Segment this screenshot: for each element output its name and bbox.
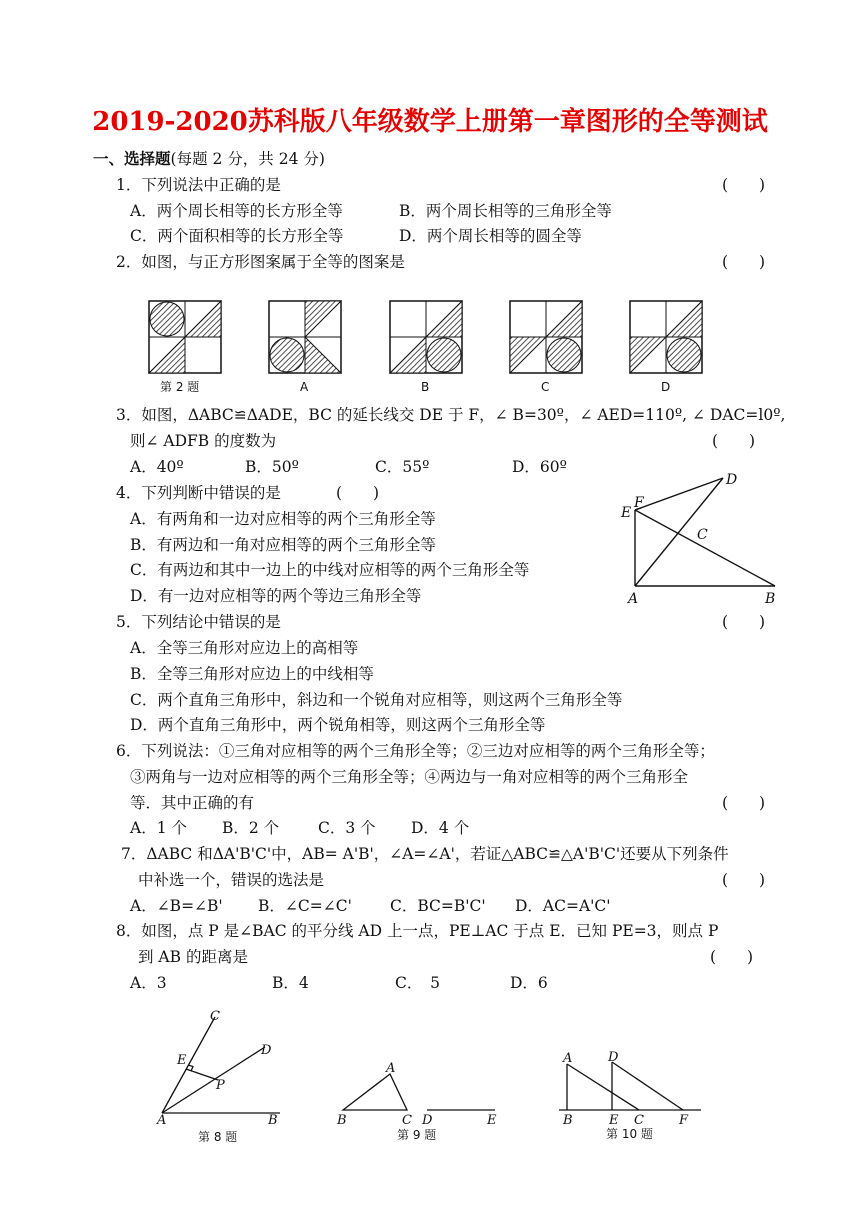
fig8-label-e: E (177, 1053, 187, 1068)
q3-label-e: E (621, 505, 632, 521)
q3-stem: 3．如图，ΔABC≌ΔADE，BC 的延长线交 DE 于 F，∠ B=30º，∠ AED=110º, ∠ DAC=l0º, (116, 406, 786, 424)
q7-option-d: D．AC=A'C' (515, 897, 611, 915)
q7-option-c: C．BC=B'C' (390, 897, 486, 915)
q5-answer-blank: ( ) (722, 613, 766, 631)
q8-option-d: D．6 (510, 974, 548, 992)
fig9-label-d: D (422, 1113, 433, 1128)
q2-label-a: A (300, 380, 309, 394)
q1-option-c: C．两个面积相等的长方形全等 (130, 227, 344, 245)
q3-option-b: B．50º (245, 458, 299, 476)
q3-label-d: D (726, 472, 738, 488)
q7-option-b: B．∠C=∠C' (258, 897, 352, 915)
fig8-label-a: A (157, 1113, 167, 1128)
q8-answer-blank: ( ) (710, 948, 754, 966)
q1-option-a: A．两个周长相等的长方形全等 (130, 202, 343, 220)
q2-pattern-c (509, 300, 583, 374)
fig10-label-c: C (634, 1113, 644, 1128)
section-title: 一、选择题 (93, 149, 171, 168)
q6-option-d: D．4 个 (411, 819, 470, 837)
fig8-label-b: B (268, 1113, 278, 1128)
q1-answer-blank: ( ) (722, 176, 766, 194)
fig8-caption: 第 8 题 (198, 1130, 238, 1144)
q3-option-c: C．55º (375, 458, 430, 476)
q6-answer-blank: ( ) (722, 794, 766, 812)
q6-option-a: A．1 个 (130, 819, 187, 837)
q3-label-a: A (628, 591, 639, 607)
q2-pattern-b (389, 300, 463, 374)
q2-stem: 2．如图，与正方形图案属于全等的图案是 (116, 253, 405, 271)
section-heading (93, 149, 325, 169)
q3-option-a: A．40º (130, 458, 184, 476)
q1-option-d: D．两个周长相等的圆全等 (399, 227, 582, 245)
fig9-label-c: C (402, 1113, 412, 1128)
q7-answer-blank: ( ) (722, 871, 766, 889)
q3-label-c: C (697, 527, 708, 543)
fig8-label-p: P (216, 1078, 225, 1093)
fig10-label-f: F (679, 1113, 689, 1128)
q2-pattern-original (148, 300, 222, 374)
fig8-label-d: D (261, 1043, 272, 1058)
q7-line-2: 中补选一个，错误的选法是 (138, 871, 325, 889)
q2-answer-blank: ( ) (722, 253, 766, 271)
q5-stem: 5．下列结论中错误的是 (116, 613, 281, 631)
q2-label-b: B (421, 380, 430, 394)
q1-option-b: B．两个周长相等的三角形全等 (399, 202, 612, 220)
q6-option-b: B．2 个 (222, 819, 280, 837)
q4-option-a: A．有两角和一边对应相等的两个三角形全等 (130, 510, 436, 528)
fig10-label-a: A (563, 1051, 573, 1066)
q2-label-c: C (541, 380, 550, 394)
q8-option-b: B．4 (272, 974, 309, 992)
q5-option-d: D．两个直角三角形中，两个锐角相等，则这两个三角形全等 (130, 716, 546, 734)
q5-option-c: C．两个直角三角形中，斜边和一个锐角对应相等，则这两个三角形全等 (130, 691, 623, 709)
q2-caption: 第 2 题 (160, 380, 200, 394)
fig9-caption: 第 9 题 (397, 1128, 437, 1142)
q2-pattern-d (629, 300, 703, 374)
q6-option-c: C．3 个 (318, 819, 376, 837)
fig8 (150, 1005, 290, 1125)
q8-option-c: C． 5 (395, 974, 440, 992)
q1-stem: 1．下列说法中正确的是 (116, 176, 281, 194)
q8-line-2: 到 AB 的距离是 (138, 948, 248, 966)
q2-pattern-a (268, 300, 342, 374)
q8-option-a: A．3 (130, 974, 167, 992)
q4-option-b: B．有两边和一角对应相等的两个三角形全等 (130, 536, 436, 554)
fig10-label-b: B (563, 1113, 573, 1128)
fig9-label-b: B (337, 1113, 347, 1128)
q6-line-1: 6．下列说法：①三角对应相等的两个三角形全等；②三边对应相等的两个三角形全等； (116, 742, 715, 760)
fig9 (335, 1060, 505, 1115)
fig10-label-d: D (608, 1050, 619, 1065)
fig10-label-e: E (609, 1113, 619, 1128)
q5-option-a: A．全等三角形对应边上的高相等 (130, 639, 359, 657)
q3-answer-blank: ( ) (712, 432, 756, 450)
q3-stem-2: 则∠ ADFB 的度数为 (130, 432, 277, 450)
q3-label-f: F (634, 495, 644, 511)
q4-option-c: C．有两边和其中一边上的中线对应相等的两个三角形全等 (130, 561, 530, 579)
fig8-label-c: C (210, 1009, 220, 1024)
section-note: (每题 2 分，共 24 分) (170, 150, 325, 168)
q4-option-d: D．有一边对应相等的两个等边三角形全等 (130, 587, 422, 605)
fig10-caption: 第 10 题 (606, 1127, 653, 1141)
fig9-label-e: E (487, 1113, 497, 1128)
q6-line-3: 等．其中正确的有 (130, 794, 255, 812)
q4-stem: 4．下列判断中错误的是 (116, 484, 281, 502)
q7-option-a: A．∠B=∠B' (130, 897, 223, 915)
q6-line-2: ③两角与一边对应相等的两个三角形全等；④两边与一角对应相等的两个三角形全 (130, 768, 689, 786)
q7-line-1: 7．ΔABC 和ΔA'B'C'中，AB= A'B'，∠A=∠A'，若证△ABC≌△A'B'C'还要从下列条件 (121, 845, 729, 863)
q3-option-d: D．60º (512, 458, 567, 476)
fig9-label-a: A (386, 1061, 396, 1076)
q2-label-d: D (661, 380, 671, 394)
q4-answer-blank: ( ) (336, 484, 380, 502)
q8-line-1: 8．如图，点 P 是∠BAC 的平分线 AD 上一点，PE⊥AC 于点 E．已知 PE=3，则点 P (116, 922, 719, 940)
page-title: 2019-2020苏科版八年级数学上册第一章图形的全等测试 (92, 107, 768, 137)
q3-label-b: B (765, 591, 776, 607)
fig10 (555, 1050, 705, 1115)
q5-option-b: B．全等三角形对应边上的中线相等 (130, 665, 374, 683)
